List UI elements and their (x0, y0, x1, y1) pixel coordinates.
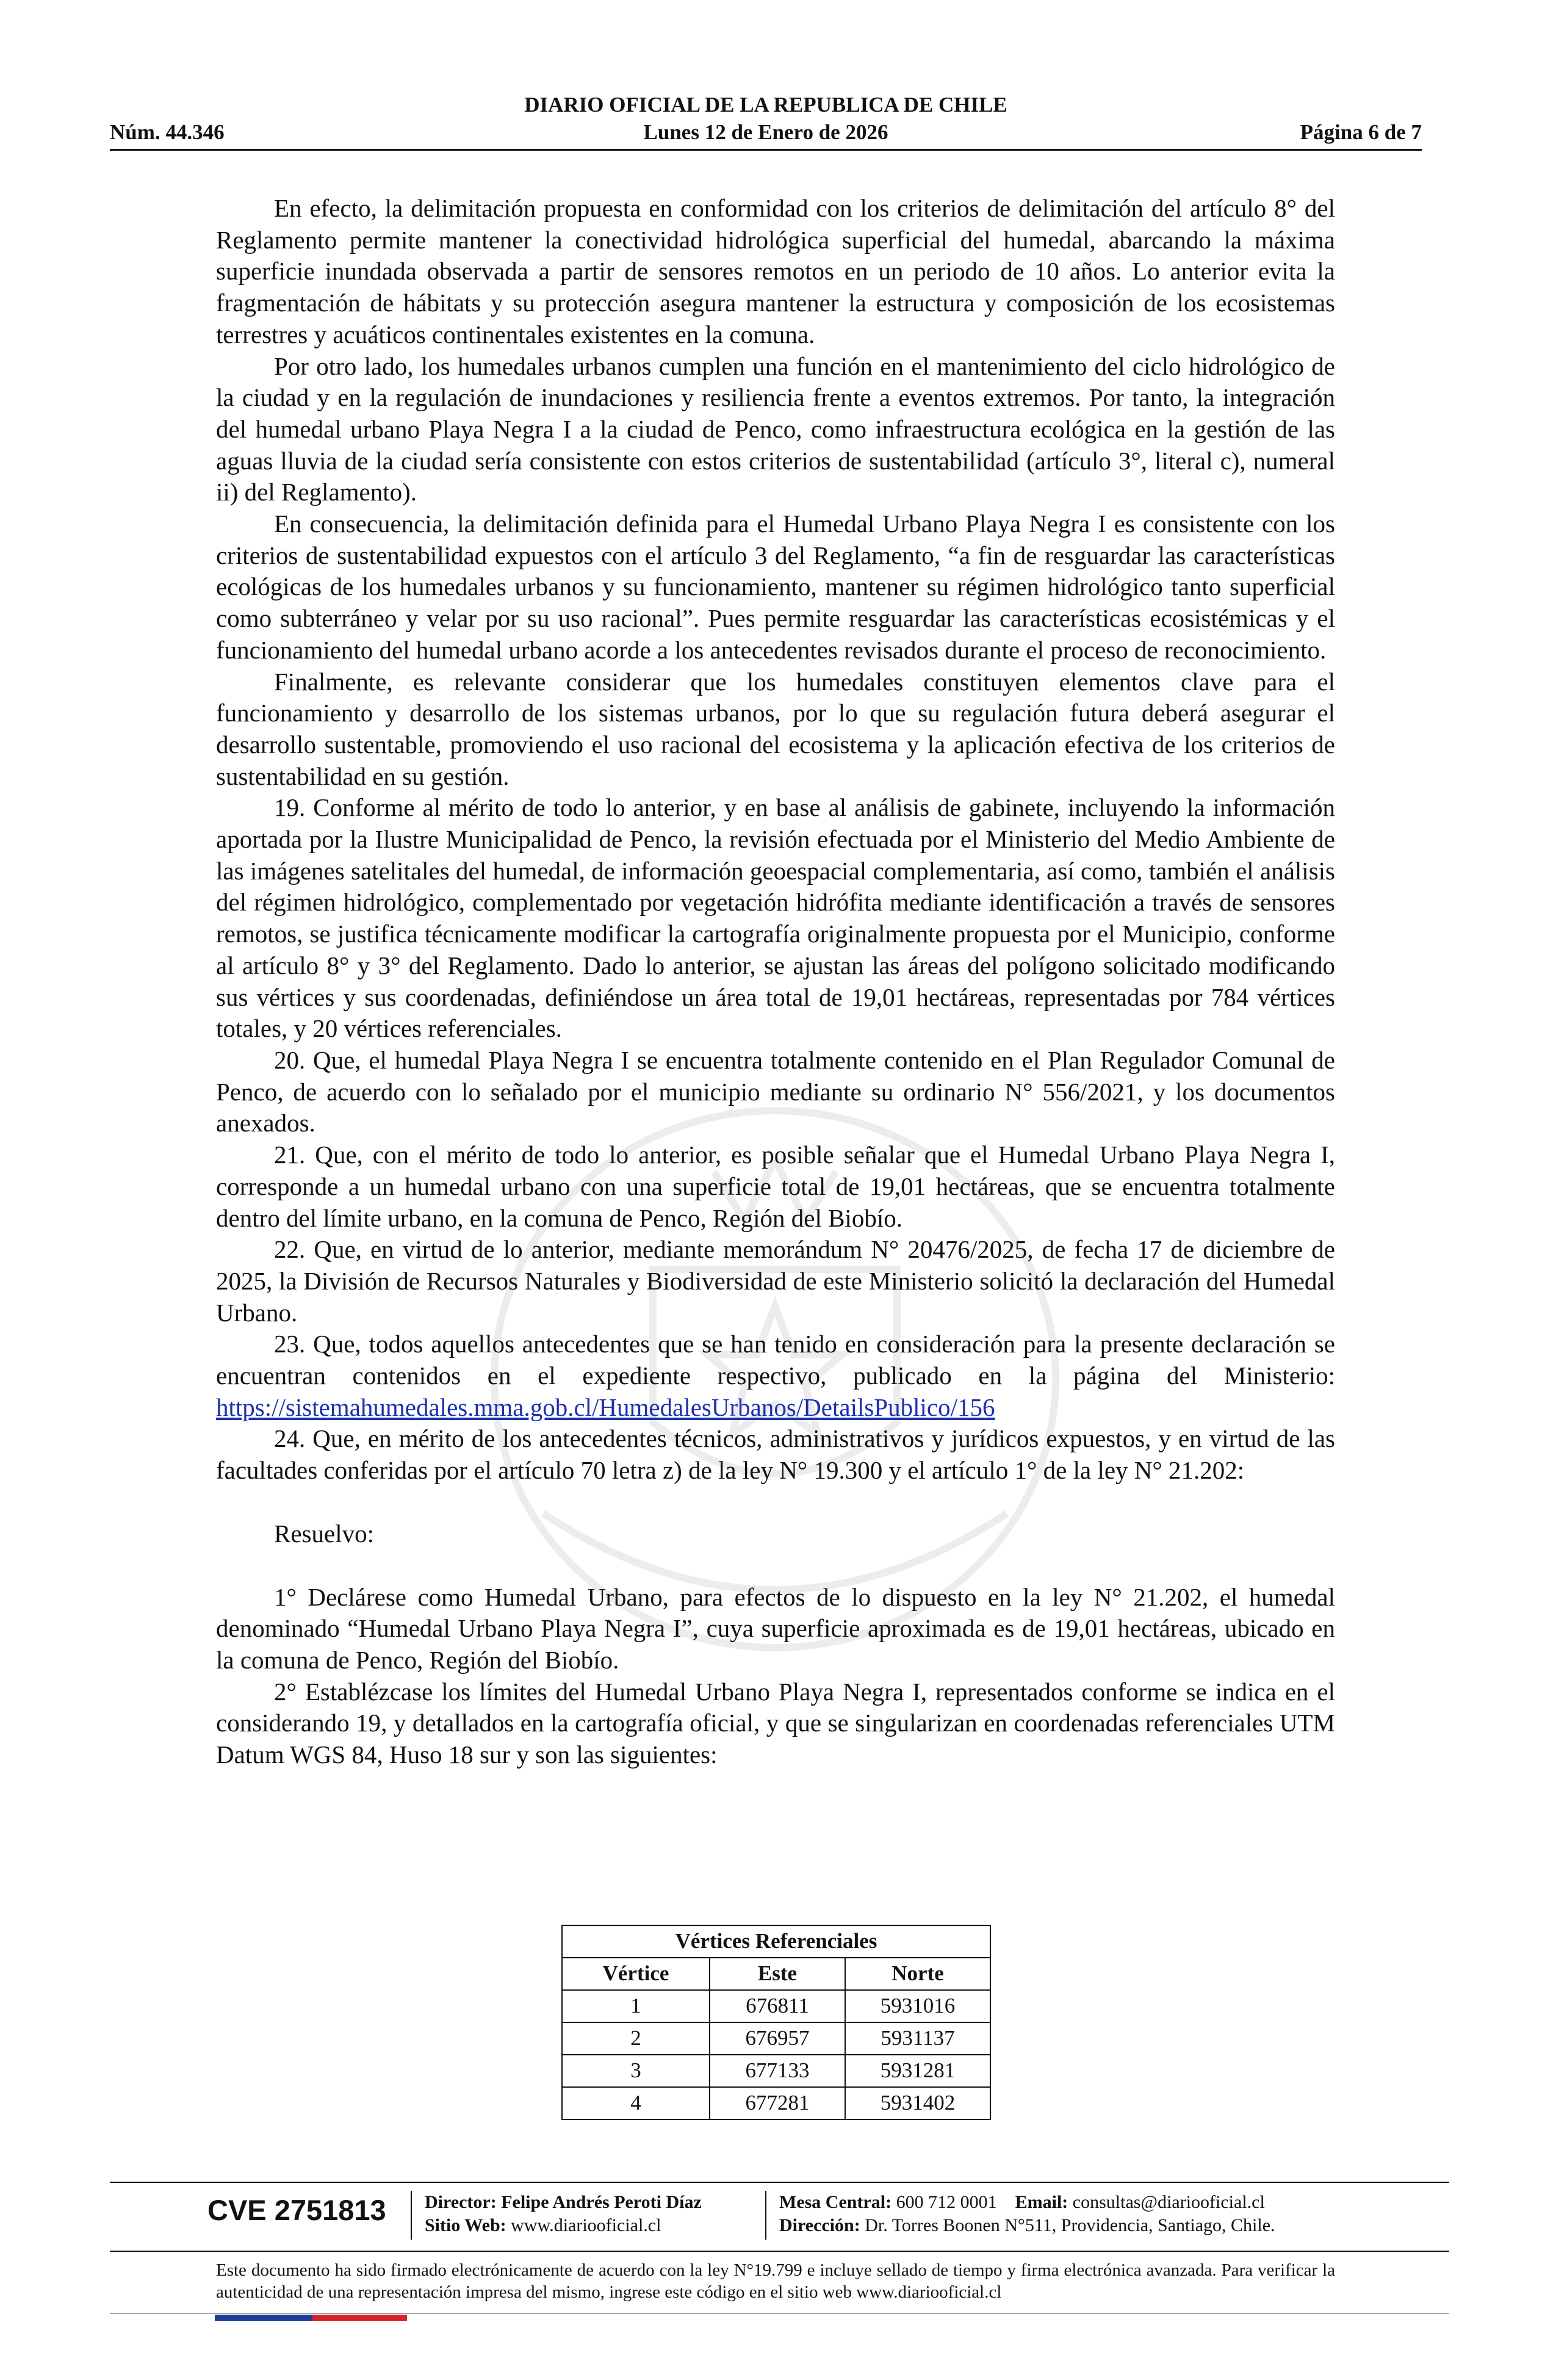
page-header (110, 92, 1422, 146)
reference-vertices-table (561, 1925, 991, 2120)
table-caption: Vértices Referenciales (562, 1925, 990, 1958)
column-header: Vértice (562, 1958, 710, 1990)
paragraph: En consecuencia, la delimitación definida para el Humedal Urbano Playa Negra I es consistente con los criterios de sustentabilidad expuestos con el artículo 3 del Reglamento, “a fin de resguardar las características ecológicas de los humedales urbanos y su funcionamiento, mantener su régimen hidrológico tanto superficial como subterráneo y velar por su uso racional”. Pues permite resguardar las características ecosistémicas y el funcionamiento del humedal urbano acorde a los antecedentes revisados durante el proceso de reconocimiento. (216, 510, 1335, 664)
paragraph-23-text: 23. Que, todos aquellos antecedentes que se han tenido en consideración para la presente declaración se encuentran contenidos en el expediente respectivo, publicado en la página del Ministerio: (216, 1330, 1335, 1390)
issue-number: Núm. 44.346 (110, 120, 225, 144)
issue-date: Lunes 12 de Enero de 2026 (643, 120, 888, 144)
page-number: Página 6 de 7 (1300, 120, 1422, 144)
flag-red-segment (312, 2315, 407, 2321)
footer-divider-top (110, 2182, 1449, 2183)
table-cell: 2 (562, 2022, 710, 2055)
cve-code: CVE 2751813 (207, 2194, 386, 2226)
column-header: Este (710, 1958, 845, 1990)
gazette-title: DIARIO OFICIAL DE LA REPUBLICA DE CHILE (524, 93, 1007, 117)
flag-stripe (215, 2315, 407, 2321)
website-value: www.diariooficial.cl (511, 2215, 661, 2235)
table-cell: 677133 (710, 2055, 845, 2087)
email-value: consultas@diariooficial.cl (1072, 2192, 1265, 2212)
phone-label: Mesa Central: (779, 2192, 892, 2212)
table-cell: 677281 (710, 2087, 845, 2119)
resolution-2: 2° Establézcase los límites del Humedal Urbano Playa Negra I, representados conforme se indica en el considerando 19, y detallados en la cartografía oficial, y que se singularizan en coordenadas referenciales UTM Datum WGS 84, Huso 18 sur y son las siguientes: (216, 1677, 1335, 1769)
paragraph: Por otro lado, los humedales urbanos cumplen una función en el mantenimiento del ciclo hidrológico de la ciudad y en la regulación de inundaciones y resiliencia frente a eventos extremos. Por tanto, la integración del humedal urbano Playa Negra I a la ciudad de Penco, como infraestructura ecológica en la gestión de las aguas lluvia de la ciudad sería consistente con estos criterios de sustentabilidad (artículo 3°, literal c), numeral ii) del Reglamento). (216, 352, 1335, 507)
address-value: Dr. Torres Boonen N°511, Providencia, Santiago, Chile. (865, 2215, 1275, 2235)
paragraph: En efecto, la delimitación propuesta en conformidad con los criterios de delimitación del artículo 8° del Reglamento permite mantener la conectividad hidrológica superficial del humedal, abarcando la máxima superficie inundada observada a partir de sensores remotos en un periodo de 10 años. Lo anterior evita la fragmentación de hábitats y su protección asegura mantener la estructura y composición de los ecosistemas terrestres y acuáticos continentales existentes en la comuna. (216, 194, 1335, 348)
paragraph-24: 24. Que, en mérito de los antecedentes técnicos, administrativos y jurídicos expuestos, y en virtud de las facultades conferidas por el artículo 70 letra z) de la ley N° 19.300 y el artículo 1° de la ley N° 21.202: (216, 1424, 1335, 1485)
table-row (562, 1990, 990, 2022)
expediente-link[interactable]: https://sistemahumedales.mma.gob.cl/HumedalesUrbanos/DetailsPublico/156 (216, 1393, 995, 1421)
table-cell: 5931016 (845, 1990, 990, 2022)
table-row (562, 2087, 990, 2119)
paragraph-19: 19. Conforme al mérito de todo lo anterior, y en base al análisis de gabinete, incluyendo la información aportada por la Ilustre Municipalidad de Penco, la revisión efectuada por el Ministerio del Medio Ambiente de las imágenes satelitales del humedal, de información geoespacial complementaria, así como, también el análisis del régimen hidrológico, complementado por vegetación hidrófita mediante identificación a través de sensores remotos, se justifica técnicamente modificar la cartografía originalmente propuesta por el Municipio, conforme al artículo 8° y 3° del Reglamento. Dado lo anterior, se ajustan las áreas del polígono solicitado modificando sus vértices y sus coordenadas, definiéndose un área total de 19,01 hectáreas, representadas por 784 vértices totales, y 20 vértices referenciales. (216, 793, 1335, 1043)
paragraph-21: 21. Que, con el mérito de todo lo anterior, es posible señalar que el Humedal Urbano Playa Negra I, corresponde a un humedal urbano con una superficie total de 19,01 hectáreas, que se encuentra totalmente dentro del límite urbano, en la comuna de Penco, Región del Biobío. (216, 1141, 1335, 1232)
email-label: Email: (1015, 2192, 1068, 2212)
table-cell: 4 (562, 2087, 710, 2119)
table-row (562, 2022, 990, 2055)
table-row (562, 2055, 990, 2087)
table-cell: 1 (562, 1990, 710, 2022)
header-row (110, 118, 1422, 146)
footer-contact-block (779, 2191, 1275, 2237)
column-header: Norte (845, 1958, 990, 1990)
table-cell: 5931137 (845, 2022, 990, 2055)
table-cell: 676811 (710, 1990, 845, 2022)
paragraph-20: 20. Que, el humedal Playa Negra I se encuentra totalmente contenido en el Plan Regulador Comunal de Penco, de acuerdo con lo señalado por el municipio mediante su ordinario N° 556/2021, y los documentos anexados. (216, 1045, 1335, 1138)
footer-divider-middle (110, 2251, 1449, 2252)
resuelvo-heading: Resuelvo: (274, 1519, 374, 1548)
address-label: Dirección: (779, 2215, 860, 2235)
phone-value: 600 712 0001 (896, 2192, 997, 2212)
header-divider (110, 149, 1422, 151)
footer-separator (411, 2191, 412, 2240)
table-cell: 676957 (710, 2022, 845, 2055)
website-label: Sitio Web: (425, 2215, 506, 2235)
director-name: Felipe Andrés Peroti Díaz (501, 2192, 702, 2212)
document-body (216, 193, 1335, 1771)
table-cell: 5931402 (845, 2087, 990, 2119)
table-cell: 5931281 (845, 2055, 990, 2087)
flag-blue-segment (215, 2315, 312, 2321)
director-label: Director: (425, 2192, 497, 2212)
table-cell: 3 (562, 2055, 710, 2087)
paragraph-23 (216, 1329, 1335, 1423)
legal-notice: Este documento ha sido firmado electrónicamente de acuerdo con la ley N°19.799 e incluye sellado de tiempo y firma electrónica avanzada. Para verificar la autenticidad de una representación impresa del mismo, ingrese este código en el sitio web www.diariooficial.cl (216, 2260, 1335, 2302)
resolution-1: 1° Declárese como Humedal Urbano, para efectos de lo dispuesto en la ley N° 21.202, el humedal denominado “Humedal Urbano Playa Negra I”, cuya superficie aproximada es de 19,01 hectáreas, ubicado en la comuna de Penco, Región del Biobío. (216, 1582, 1335, 1674)
footer-separator (765, 2191, 766, 2240)
paragraph: Finalmente, es relevante considerar que los humedales constituyen elementos clave para el funcionamiento y desarrollo de los sistemas urbanos, por lo que su regulación futura deberá asegurar el desarrollo sustentable, promoviendo el uso racional del ecosistema y la aplicación efectiva de los criterios de sustentabilidad en su gestión. (216, 667, 1335, 790)
footer-director-block (425, 2191, 702, 2237)
paragraph-22: 22. Que, en virtud de lo anterior, mediante memorándum N° 20476/2025, de fecha 17 de diciembre de 2025, la División de Recursos Naturales y Biodiversidad de este Ministerio solicitó la declaración del Humedal Urbano. (216, 1235, 1335, 1327)
